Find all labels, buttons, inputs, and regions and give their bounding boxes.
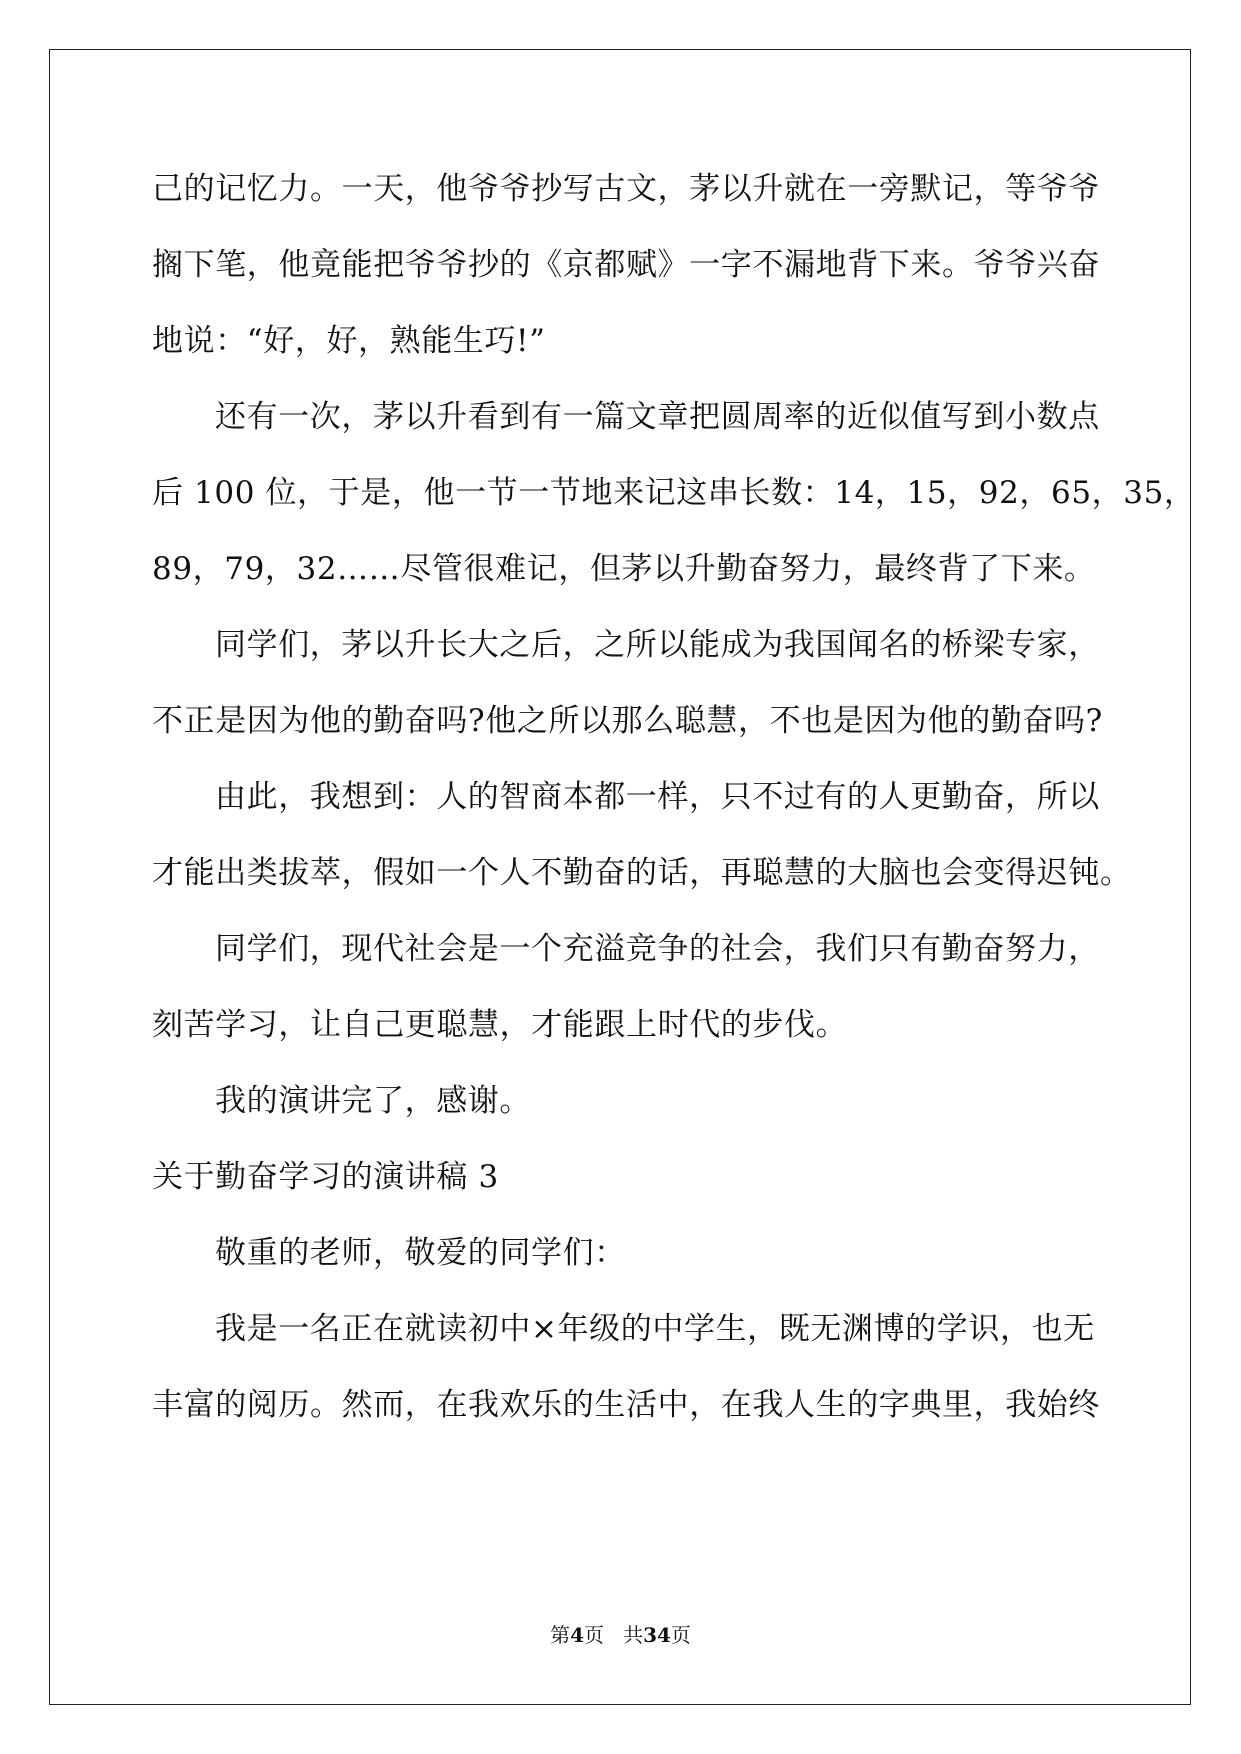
salutation: 敬重的老师，敬爱的同学们： [215,1235,626,1271]
paragraph-start: 还有一次，茅以升看到有一篇文章把圆周率的近似值写到小数点 [215,399,1100,435]
paragraph-start: 同学们，现代社会是一个充溢竞争的社会，我们只有勤奋努力， [215,931,1100,967]
footer-total-prefix: 共 [623,1623,644,1647]
footer-prefix: 第 [550,1623,571,1647]
text-line: 己的记忆力。一天，他爷爷抄写古文，茅以升就在一旁默记，等爷爷 [152,171,1100,207]
document-body [152,164,1196,1456]
total-pages-number: 34 [643,1623,671,1647]
text-line: 地说：“好，好，熟能生巧!” [152,323,546,359]
paragraph-start: 由此，我想到：人的智商本都一样，只不过有的人更勤奋，所以 [215,779,1100,815]
paragraph-start: 我的演讲完了，感谢。 [215,1083,531,1119]
text-line: 才能出类拔萃，假如一个人不勤奋的话，再聪慧的大脑也会变得迟钝。 [152,855,1132,891]
text-line: 丰富的阅历。然而，在我欢乐的生活中，在我人生的字典里，我始终 [152,1387,1100,1423]
footer-page-word: 页 [584,1623,604,1647]
footer-total-suffix: 页 [670,1623,691,1647]
text-line: 搁下笔，他竟能把爷爷抄的《京都赋》一字不漏地背下来。爷爷兴奋 [152,247,1100,283]
text-line: 刻苦学习，让自己更聪慧，才能跟上时代的步伐。 [152,1007,848,1043]
text-line: 后 100 位，于是，他一节一节地来记这串长数：14，15，92，65，35， [152,475,1196,511]
text-line: 89，79，32……尽管很难记，但茅以升勤奋努力，最终背了下来。 [152,551,1096,587]
paragraph-start: 同学们，茅以升长大之后，之所以能成为我国闻名的桥梁专家， [215,627,1100,663]
page-footer [0,1622,1241,1648]
text-line: 不正是因为他的勤奋吗?他之所以那么聪慧，不也是因为他的勤奋吗? [152,703,1103,739]
paragraph-start: 我是一名正在就读初中×年级的中学生，既无渊博的学识，也无 [215,1311,1095,1347]
current-page-number: 4 [570,1623,584,1647]
section-heading: 关于勤奋学习的演讲稿 3 [152,1159,499,1195]
